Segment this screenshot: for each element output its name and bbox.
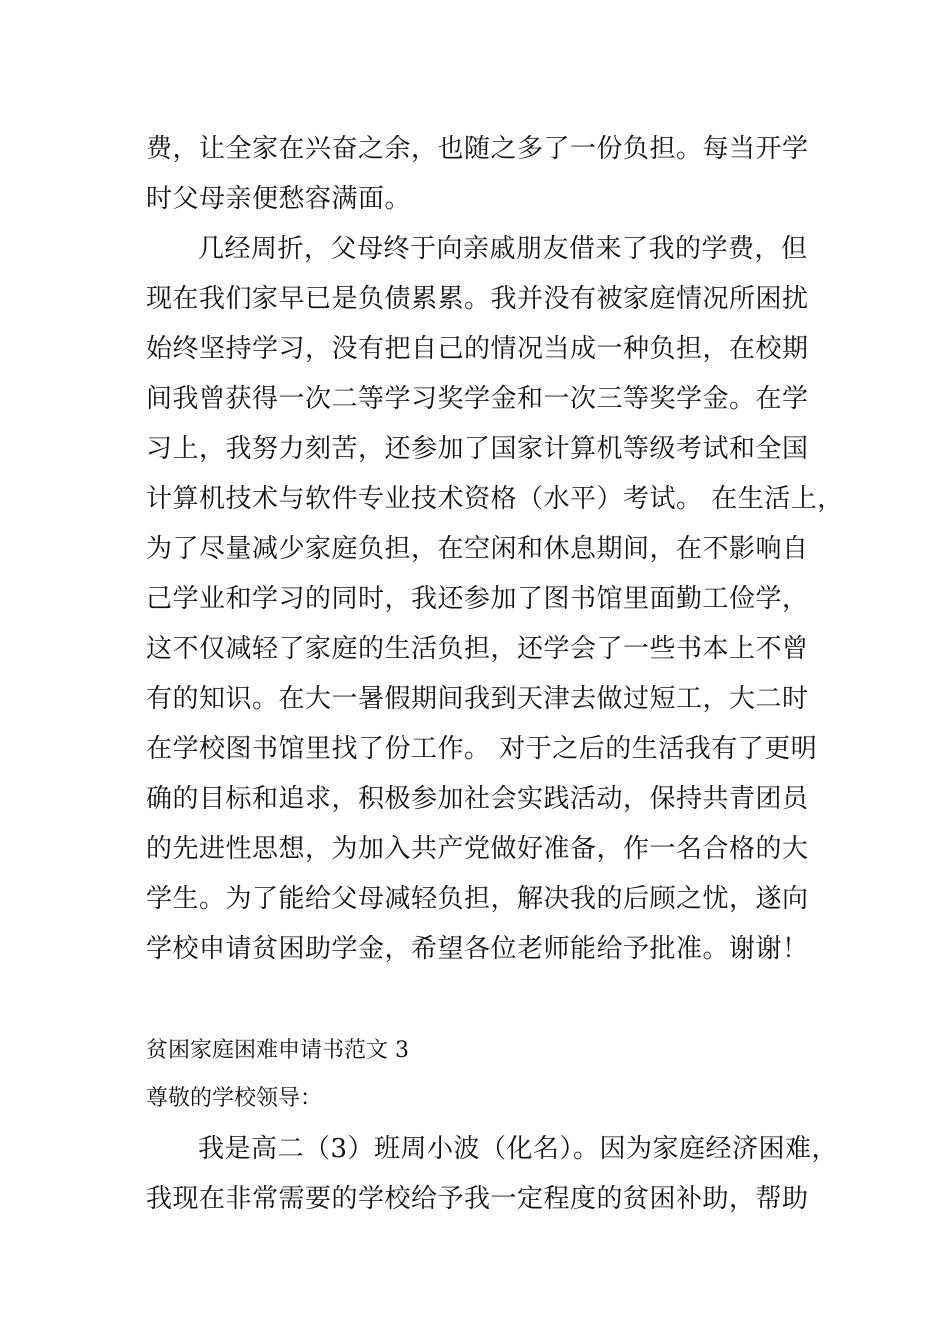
paragraph-line: 确的目标和追求，积极参加社会实践活动，保持共青团员 — [146, 784, 809, 814]
paragraph-line: 有的知识。在大一暑假期间我到天津去做过短工，大二时 — [146, 684, 809, 714]
section-title: 贫困家庭困难申请书范文 3 — [146, 1038, 409, 1063]
paragraph-line: 的先进性思想，为加入共产党做好准备，作一名合格的大 — [146, 834, 809, 864]
paragraph-line: 几经周折，父母终于向亲戚朋友借来了我的学费，但 — [198, 234, 808, 264]
paragraph-line: 间我曾获得一次二等学习奖学金和一次三等奖学金。在学 — [146, 384, 809, 414]
paragraph-line: 始终坚持学习，没有把自己的情况当成一种负担，在校期 — [146, 334, 809, 364]
paragraph-line: 学校申请贫困助学金，希望各位老师能给予批准。谢谢！ — [146, 934, 809, 964]
paragraph-line: 我现在非常需要的学校给予我一定程度的贫困补助，帮助 — [146, 1184, 809, 1214]
paragraph-line: 在学校图书馆里找了份工作。 对于之后的生活我有了更明 — [146, 734, 818, 764]
paragraph-line: 现在我们家早已是负债累累。我并没有被家庭情况所困扰 — [146, 284, 809, 314]
salutation: 尊敬的学校领导： — [146, 1086, 323, 1111]
paragraph-line: 为了尽量减少家庭负担，在空闲和休息期间，在不影响自 — [146, 534, 809, 564]
paragraph-line: 学生。为了能给父母减轻负担，解决我的后顾之忧，遂向 — [146, 884, 809, 914]
paragraph-line: 我是高二（3）班周小波（化名）。因为家庭经济困难， — [198, 1134, 839, 1164]
paragraph-line: 己学业和学习的同时，我还参加了图书馆里面勤工俭学， — [146, 584, 809, 614]
paragraph-line: 时父母亲便愁容满面。 — [146, 184, 412, 214]
paragraph-line: 这不仅减轻了家庭的生活负担，还学会了一些书本上不曾 — [146, 634, 809, 664]
paragraph-line: 费，让全家在兴奋之余，也随之多了一份负担。每当开学 — [146, 134, 809, 164]
paragraph-line: 计算机技术与软件专业技术资格（水平）考试。 在生活上， — [146, 484, 844, 514]
paragraph-line: 习上，我努力刻苦，还参加了国家计算机等级考试和全国 — [146, 434, 809, 464]
